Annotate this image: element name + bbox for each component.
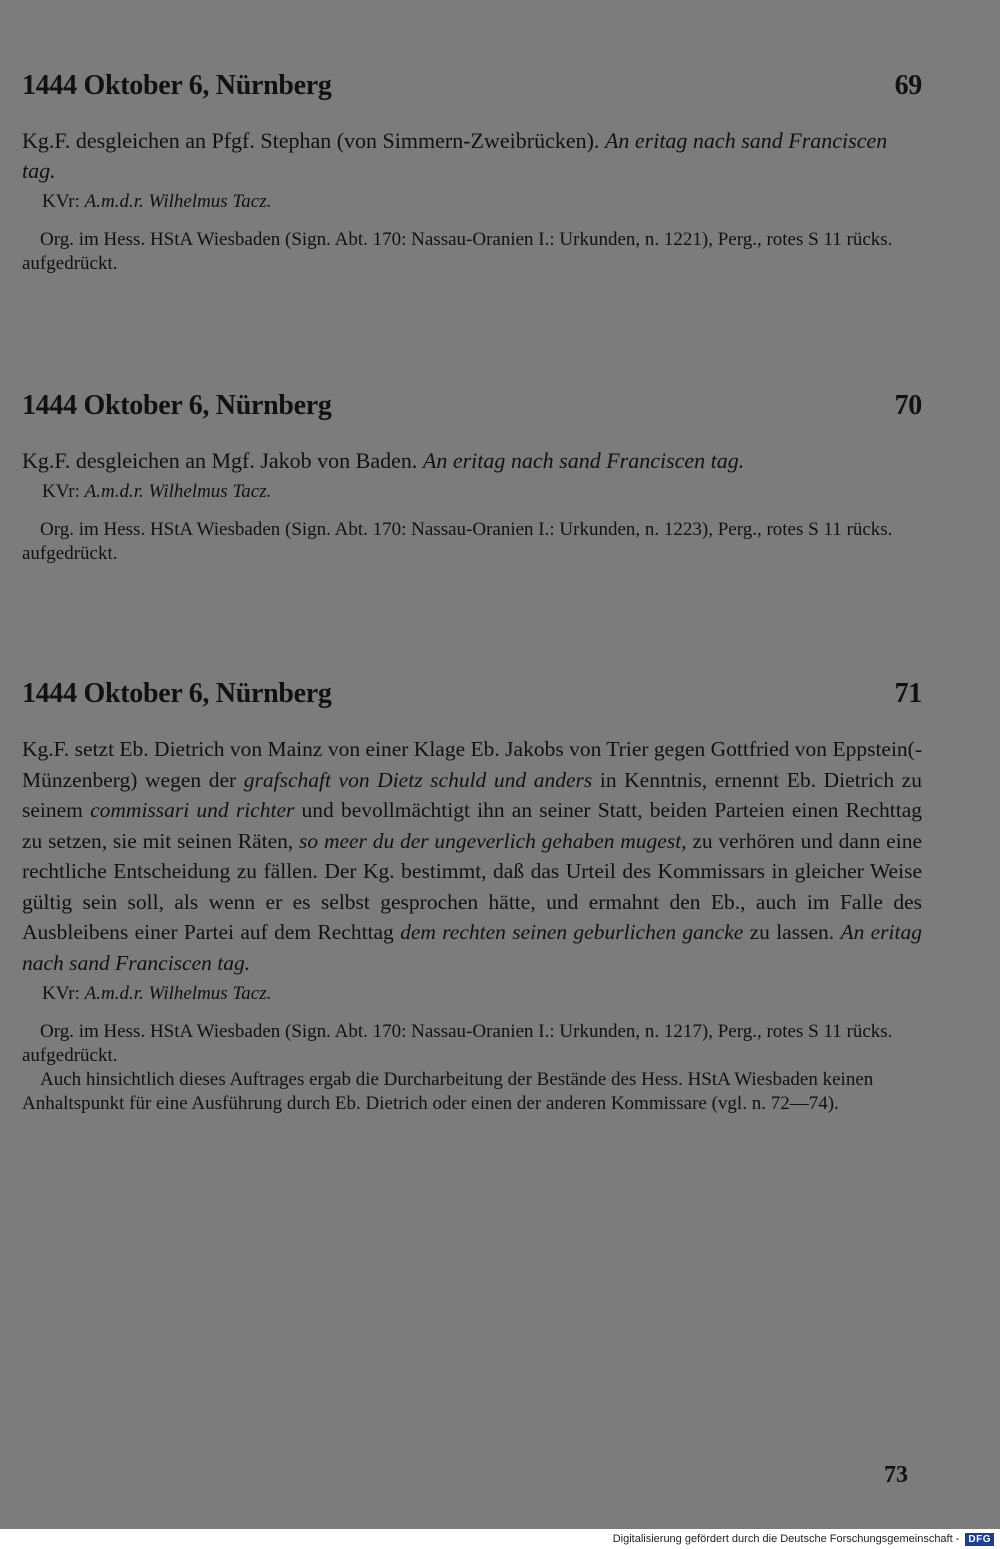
note-paragraph: Org. im Hess. HStA Wiesbaden (Sign. Abt. 170: Nassau-Oranien I.: Urkunden, n. 1221), Perg., rotes S 11 rücks. aufgedrückt. <box>22 229 893 274</box>
regest-part-italic: An eritag nach sand Franciscen tag. <box>22 128 888 183</box>
dfg-logo: DFG <box>965 1533 994 1546</box>
regest-text <box>22 734 922 978</box>
regest-part: in Kenntnis, ernennt Eb. Dietrich zu seinem <box>22 767 922 822</box>
regest-part-italic: grafschaft von Dietz schuld und anders <box>243 767 593 792</box>
entry-number: 69 <box>894 70 922 101</box>
entry-number: 71 <box>894 678 922 709</box>
regest-part: zu lassen. <box>743 920 841 944</box>
note-paragraph: Org. im Hess. HStA Wiesbaden (Sign. Abt. 170: Nassau-Oranien I.: Urkunden, n. 1223), Perg., rotes S 11 rücks. aufgedrückt. <box>22 519 893 564</box>
regest-text <box>22 446 922 476</box>
regest-part-italic: An eritag nach sand Franciscen tag. <box>22 920 922 975</box>
kvr-label: KVr: <box>42 481 85 502</box>
kvr-line <box>22 480 922 504</box>
kvr-text: A.m.d.r. Wilhelmus Tacz. <box>84 191 272 212</box>
regest-part: zu verhören und dann eine rechtliche Entscheidung zu fällen. Der Kg. bestimmt, daß das Urteil des Kommissars in gleicher Weise gültig sein soll, als wenn er es selbst gesprochen hätte, und ermahnt den Eb., auch im Falle des Ausbleibens einer Partei auf dem Rechttag <box>22 828 922 944</box>
regest-text <box>22 126 922 186</box>
digitization-footer <box>0 1529 1000 1549</box>
entry-date-place: 1444 Oktober 6, Nürnberg <box>22 678 332 709</box>
regest-part: Kg.F. desgleichen an Pfgf. Stephan (von Simmern-Zweibrücken). <box>22 128 605 153</box>
regest-part: Kg.F. setzt Eb. Dietrich von Mainz von einer Klage Eb. Jakobs von Trier gegen Gottfried von Eppstein(-Münzenberg) wegen der <box>22 737 922 792</box>
kvr-text: A.m.d.r. Wilhelmus Tacz. <box>84 983 272 1004</box>
regest-part-italic: so meer du der ungeverlich gehaben mugest, <box>299 828 687 853</box>
entry-heading <box>22 70 922 102</box>
entry-70 <box>22 390 922 566</box>
regest-part: und bevollmächtigt ihn an seiner Statt, beiden Parteien einen Rechttag zu setzen, sie mit seinen Räten, <box>22 798 923 853</box>
entry-heading <box>22 390 922 422</box>
regest-part: Kg.F. desgleichen an Mgf. Jakob von Baden. <box>22 448 423 473</box>
entry-date-place: 1444 Oktober 6, Nürnberg <box>22 390 332 421</box>
note-paragraph: Org. im Hess. HStA Wiesbaden (Sign. Abt. 170: Nassau-Oranien I.: Urkunden, n. 1217), Perg., rotes S 11 rücks. aufgedrückt. <box>22 1021 893 1066</box>
entry-heading <box>22 678 922 710</box>
source-note <box>22 228 922 276</box>
entry-date-place: 1444 Oktober 6, Nürnberg <box>22 70 332 101</box>
source-note <box>22 518 922 566</box>
regest-part-italic: commissari und richter <box>90 798 295 822</box>
note-paragraph: Auch hinsichtlich dieses Auftrages ergab die Durcharbeitung der Bestände des Hess. HStA Wiesbaden keinen Anhaltspunkt für eine Ausführung durch Eb. Dietrich oder einen der anderen Kommissare (vgl. n. 72—74). <box>22 1069 874 1114</box>
entry-69 <box>22 70 922 276</box>
kvr-text: A.m.d.r. Wilhelmus Tacz. <box>84 481 272 502</box>
entry-71 <box>22 678 922 1116</box>
source-note <box>22 1020 922 1116</box>
regest-part-italic: An eritag nach sand Franciscen tag. <box>422 448 745 473</box>
kvr-label: KVr: <box>42 191 85 212</box>
page-number: 73 <box>884 1462 908 1488</box>
regest-part-italic: dem rechten seinen geburlichen gancke <box>400 920 744 944</box>
entry-number: 70 <box>894 390 922 421</box>
kvr-line <box>22 982 922 1006</box>
footer-text: Digitalisierung gefördert durch die Deutsche Forschungsgemeinschaft - <box>612 1533 960 1545</box>
kvr-label: KVr: <box>42 983 85 1004</box>
kvr-line <box>22 190 922 214</box>
